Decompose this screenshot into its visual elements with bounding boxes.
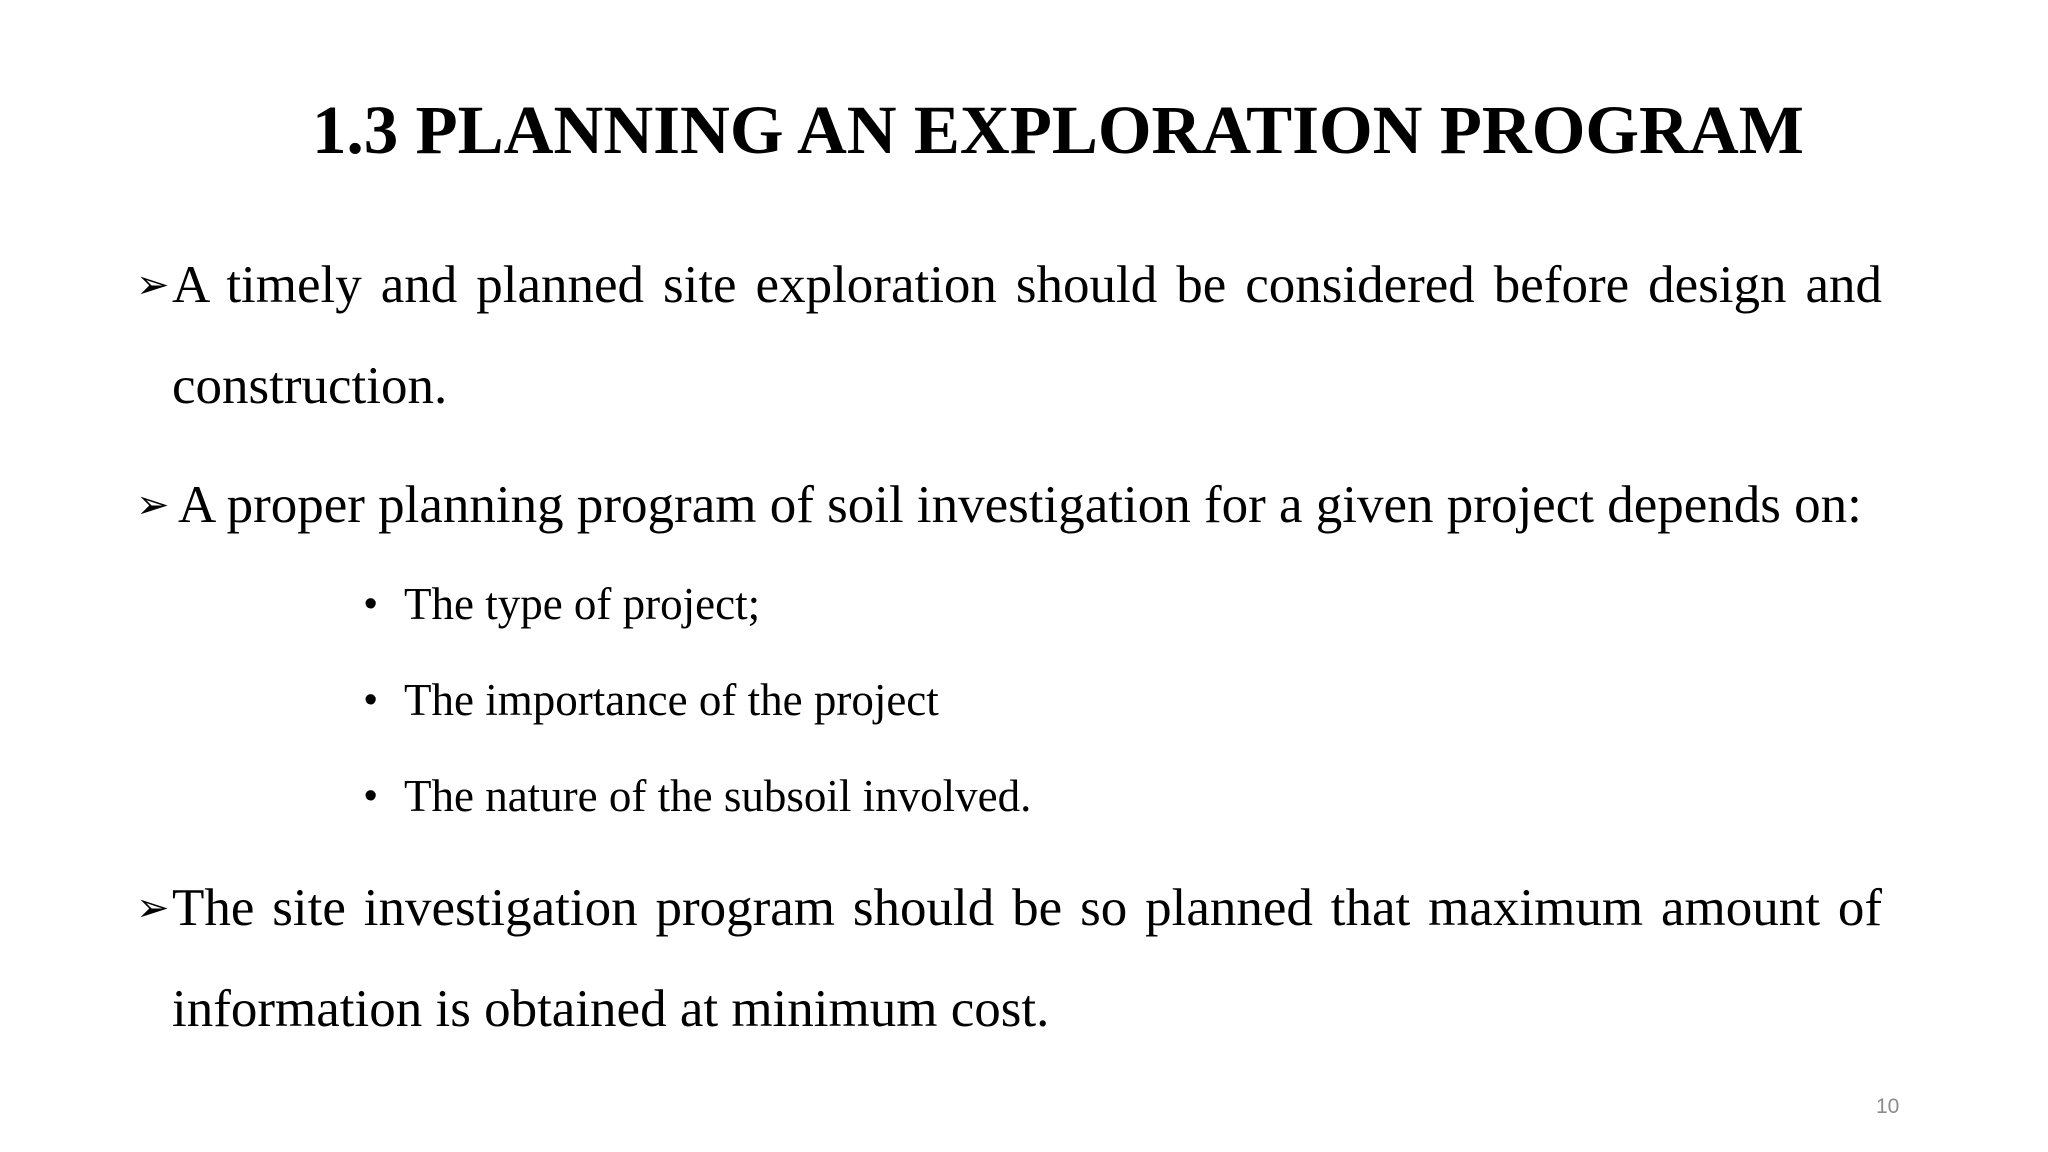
bullet-proper-planning — [132, 455, 1882, 556]
page-number: 10 — [1876, 1095, 1900, 1118]
sub-item-type-of-project — [364, 576, 760, 632]
arrow-bullet-icon: ➢ — [136, 482, 170, 528]
bullet-max-information — [132, 858, 1882, 1060]
slide-title: 1.3 PLANNING AN EXPLORATION PROGRAM — [312, 92, 1804, 168]
sub-item-text: The type of project; — [404, 579, 761, 629]
bullet-timely-exploration — [132, 235, 1882, 437]
sub-item-importance — [364, 672, 939, 728]
bullet-text: The site investigation program should be so planned that maximum amount of information is obtained at minimum cost. — [172, 879, 1882, 1038]
sub-item-subsoil-nature — [364, 768, 1031, 824]
arrow-bullet-icon: ➢ — [136, 262, 170, 308]
dot-bullet-icon: • — [364, 583, 378, 625]
sub-item-text: The importance of the project — [404, 675, 939, 725]
dot-bullet-icon: • — [364, 679, 378, 721]
bullet-text: A timely and planned site exploration should be considered before design and construction. — [172, 256, 1882, 415]
dot-bullet-icon: • — [364, 775, 378, 817]
bullet-text: A proper planning program of soil investigation for a given project depends on: — [178, 476, 1862, 534]
sub-item-text: The nature of the subsoil involved. — [404, 771, 1032, 821]
arrow-bullet-icon: ➢ — [136, 885, 170, 931]
